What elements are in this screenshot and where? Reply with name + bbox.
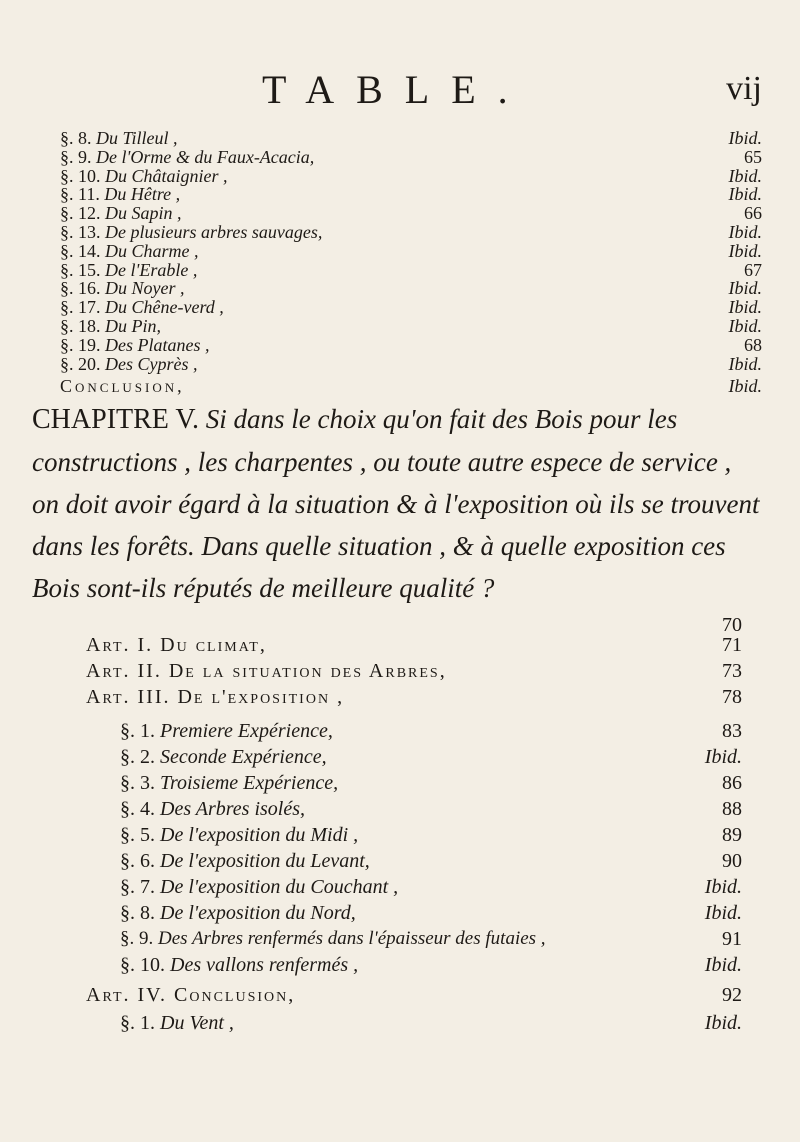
toc-entry: §. 16. Du Noyer , — [60, 278, 185, 299]
toc-entry-page: 91 — [722, 928, 742, 950]
toc-entry: §. 8. De l'exposition du Nord, — [120, 902, 356, 924]
toc-entry-page: Ibid. — [728, 222, 762, 242]
toc-entry-page: Ibid. — [704, 954, 742, 976]
chapter-label: CHAPITRE V. — [32, 404, 200, 435]
toc-entry-page: 86 — [722, 772, 742, 794]
toc-entry-page: Ibid. — [704, 1012, 742, 1034]
article-page: 71 — [722, 634, 742, 656]
toc-entry: §. 4. Des Arbres isolés, — [120, 798, 305, 820]
article-conclusion: Art. IV. Conclusion, — [86, 984, 296, 1006]
toc-entry: §. 6. De l'exposition du Levant, — [120, 850, 370, 872]
toc-entry-page: Ibid. — [728, 316, 762, 336]
toc-entry-page: Ibid. — [728, 353, 762, 374]
toc-entry: §. 12. Du Sapin , — [60, 203, 182, 224]
toc-entry: §. 18. Du Pin, — [60, 316, 161, 336]
toc-entry: §. 9. De l'Orme & du Faux-Acacia, — [60, 146, 315, 167]
article-page: 78 — [722, 686, 742, 708]
toc-entry-page: 89 — [722, 824, 742, 846]
toc-entry: §. 15. De l'Erable , — [60, 259, 198, 280]
chapter-title: Si dans le choix qu'on fait des Bois pour les constructions , les charpentes , ou toute autre espece de service , on doit avoir égard à la situation & à l'exposition où ils se trouvent dans les forêts. Dans quelle situation , & à quelle exposition ces Bois sont-ils réputés de meilleure qualité ? — [32, 404, 760, 603]
toc-entry-page: 83 — [722, 720, 742, 742]
toc-entry: §. 2. Seconde Expérience, — [120, 746, 327, 768]
conclusion-page: Ibid. — [728, 376, 762, 397]
toc-entry: §. 17. Du Chêne-verd , — [60, 297, 224, 318]
toc-entry: §. 5. De l'exposition du Midi , — [120, 824, 359, 846]
toc-entry: §. 11. Du Hêtre , — [60, 184, 181, 205]
toc-entry-page: 88 — [722, 798, 742, 820]
toc-entry: §. 10. Du Châtaignier , — [60, 165, 228, 186]
toc-entry: §. 10. Des vallons renfermés , — [120, 954, 359, 976]
toc-entry-page: 67 — [744, 259, 762, 280]
toc-entry-page: Ibid. — [728, 184, 762, 205]
toc-entry-page: Ibid. — [728, 240, 762, 261]
toc-entry-page: 66 — [744, 203, 762, 224]
conclusion-entry: Conclusion, — [60, 376, 185, 397]
article-entry: Art. II. De la situation des Arbres, — [86, 660, 447, 682]
running-title: TABLE. — [262, 67, 530, 112]
toc-entry-page: 65 — [744, 146, 762, 167]
article-entry: Art. III. De l'exposition , — [86, 686, 345, 708]
toc-entry-page: 68 — [744, 334, 762, 355]
toc-entry-page: Ibid. — [728, 278, 762, 299]
toc-entry: §. 9. Des Arbres renfermés dans l'épaisseur des futaies , — [120, 928, 546, 949]
toc-entry-page: Ibid. — [728, 128, 762, 148]
article-entry: Art. I. Du climat, — [86, 634, 267, 656]
toc-entry-page: Ibid. — [704, 876, 742, 898]
chapter-page: 70 — [722, 614, 742, 636]
toc-entry-page: Ibid. — [728, 165, 762, 186]
toc-entry: §. 19. Des Platanes , — [60, 334, 210, 355]
toc-entry-page: 90 — [722, 850, 742, 872]
article-conclusion-page: 92 — [722, 984, 742, 1006]
toc-entry-page: Ibid. — [728, 297, 762, 318]
toc-entry: §. 1. Du Vent , — [120, 1012, 234, 1034]
toc-entry-page: Ibid. — [704, 902, 742, 924]
page-number: vij — [726, 70, 762, 107]
toc-entry: §. 13. De plusieurs arbres sauvages, — [60, 222, 323, 242]
toc-entry: §. 3. Troisieme Expérience, — [120, 772, 339, 794]
article-page: 73 — [722, 660, 742, 682]
toc-entry-page: Ibid. — [704, 746, 742, 768]
toc-entry: §. 14. Du Charme , — [60, 240, 199, 261]
toc-entry: §. 8. Du Tilleul , — [60, 128, 178, 148]
chapter-heading — [32, 398, 762, 609]
toc-entry: §. 1. Premiere Expérience, — [120, 720, 333, 742]
toc-entry: §. 7. De l'exposition du Couchant , — [120, 876, 399, 898]
page-header — [0, 66, 800, 116]
toc-entry: §. 20. Des Cyprès , — [60, 353, 198, 374]
